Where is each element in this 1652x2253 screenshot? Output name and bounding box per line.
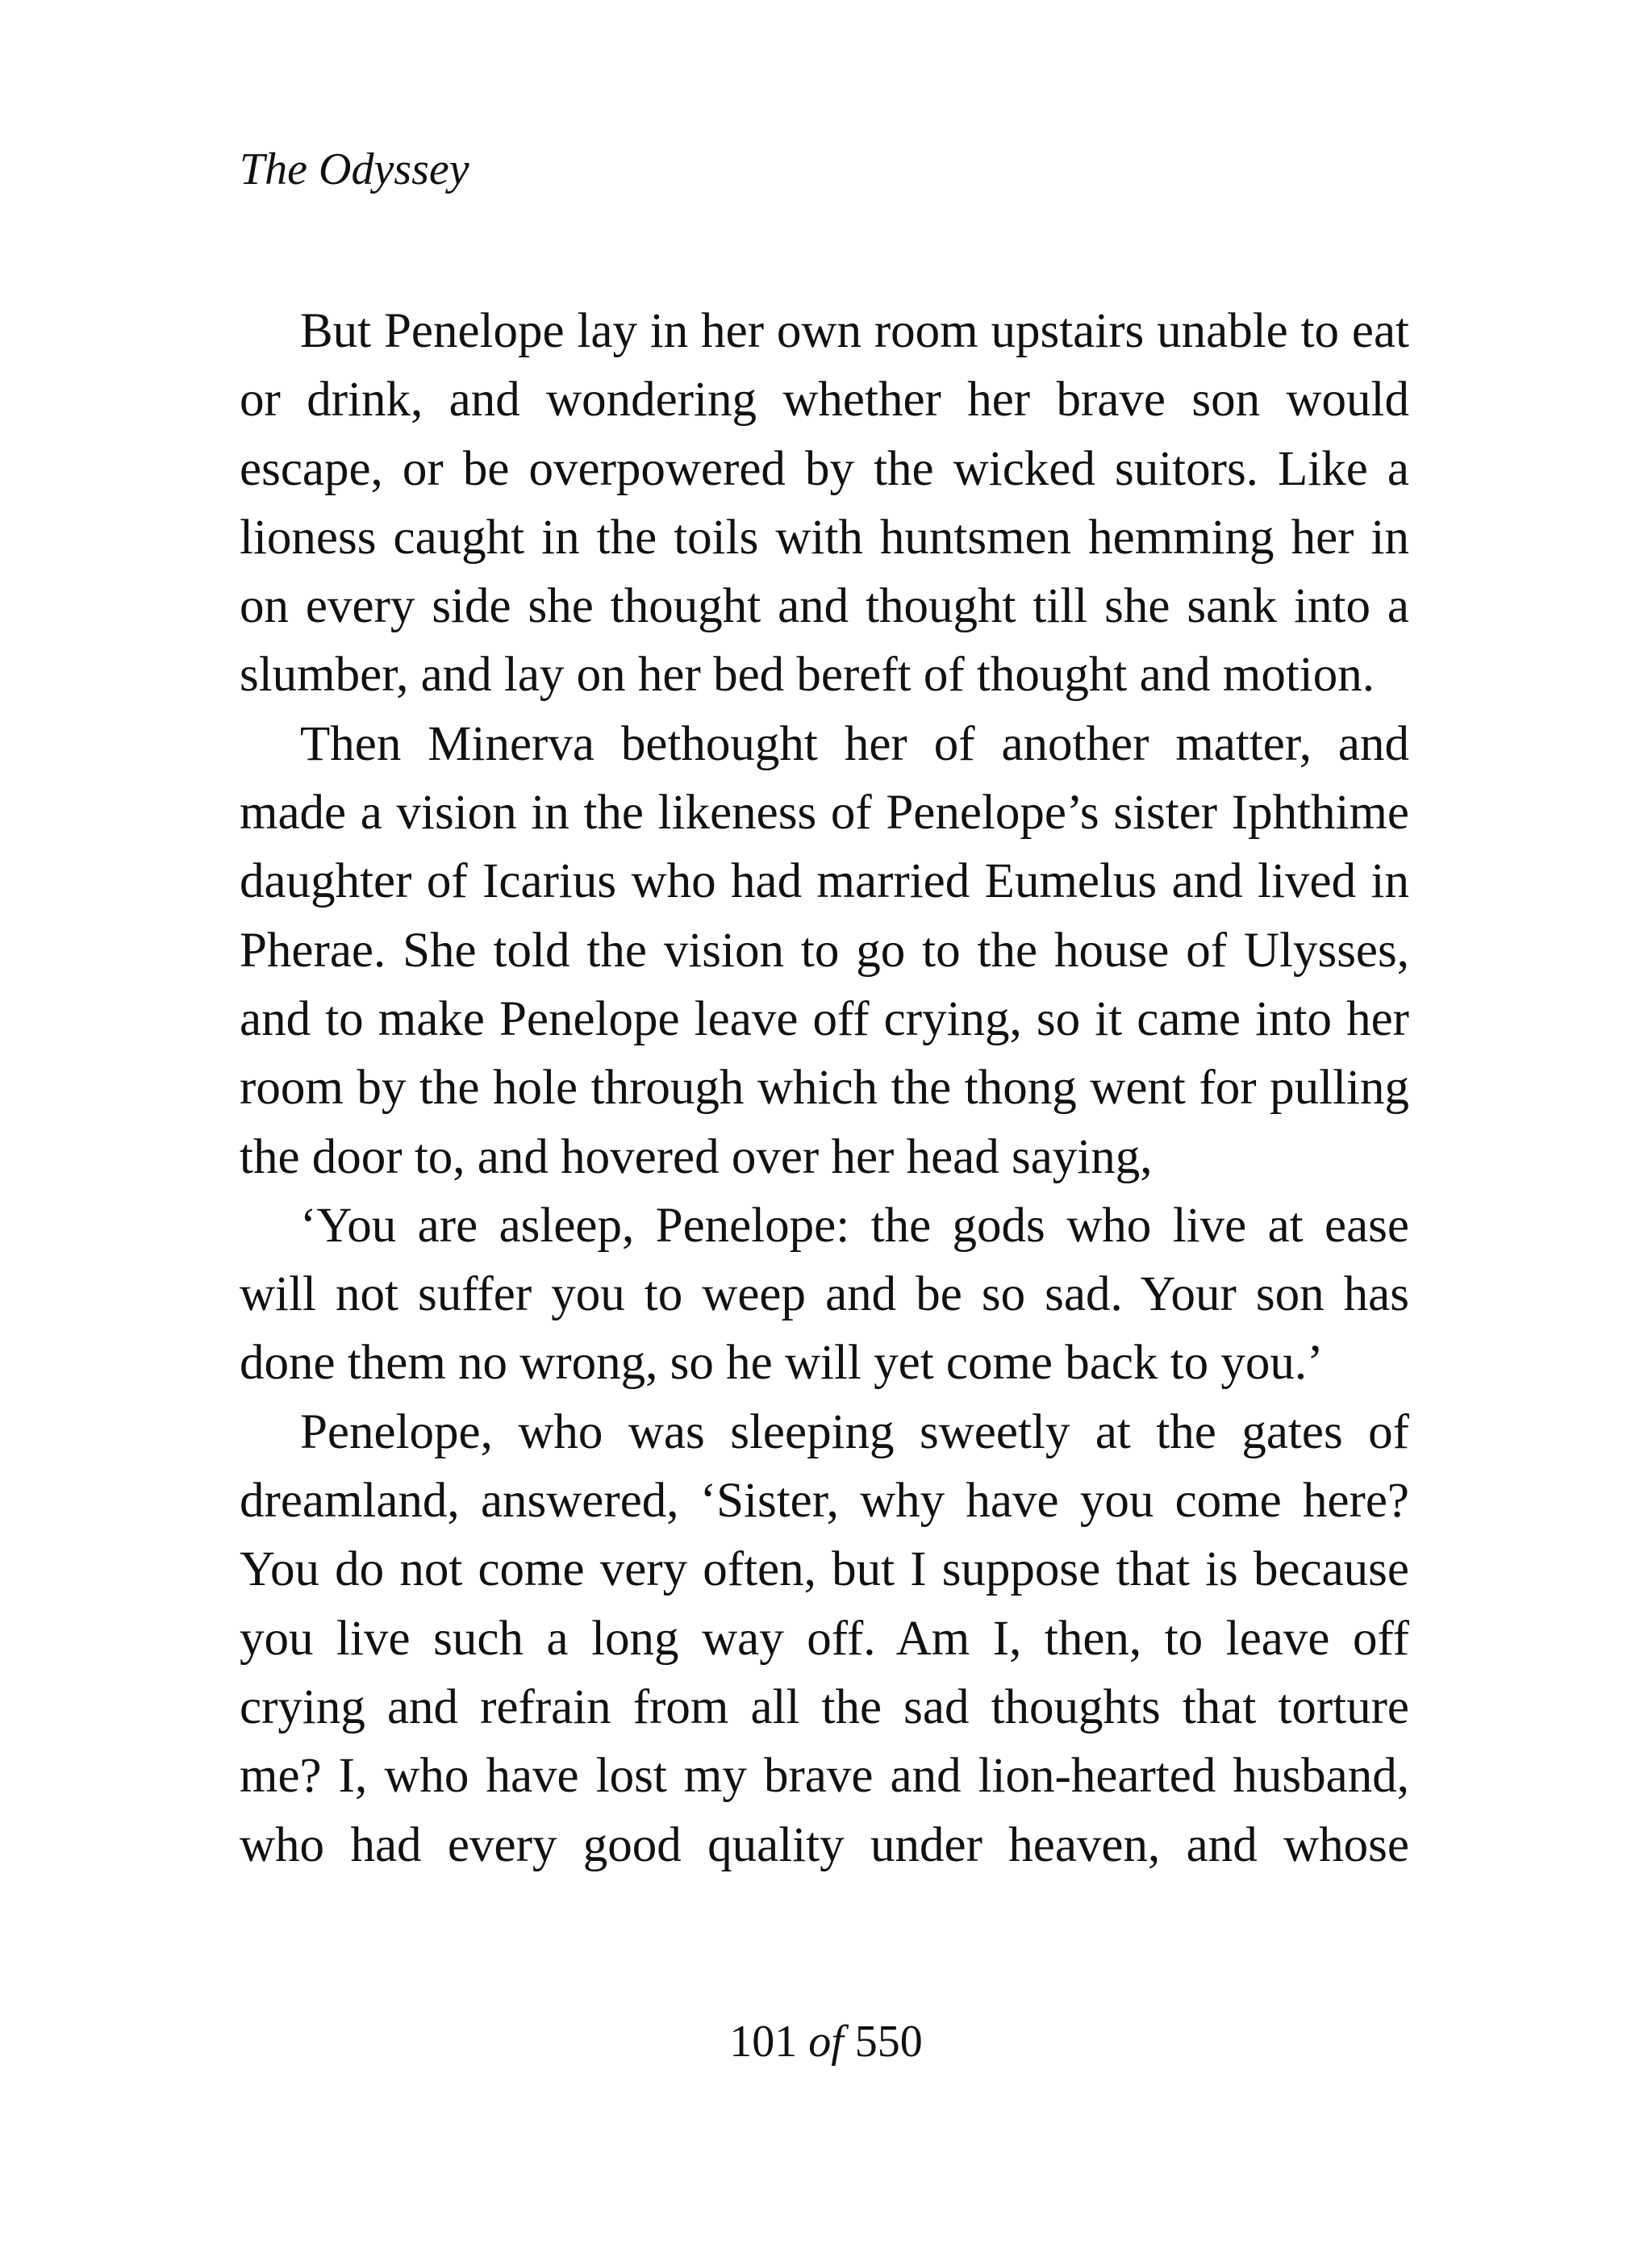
current-page: 101 xyxy=(729,2017,798,2067)
paragraph: ‘You are asleep, Penelope: the gods who live at ease will not suffer you to weep and be so sad. Your son has done them no wrong, so he will yet come back to you.’ xyxy=(240,1198,1409,1391)
paragraph: Penelope, who was sleeping sweetly at the gates of dreamland, answered, ‘Sister, why have you come here? You do not come very often, but I suppose that is because you live such a long way off. Am I, then, to leave off crying and refrain from all the sad thoughts that torture me? I, who have lost my brave and lion-hearted husband, who had every good quality under heaven, and whose xyxy=(240,1404,1409,1872)
paragraph: Then Minerva bethought her of another matter, and made a vision in the likeness of Penelope’s sister Iphthime daughter of Icarius who had married Eumelus and lived in Pherae. She told the vision to go to the house of Ulysses, and to make Penelope leave off crying, so it came into her room by the hole through which the thong went for pulling the door to, and hovered over her head saying, xyxy=(240,716,1409,1184)
of-label: of xyxy=(808,2017,844,2067)
body-text xyxy=(240,297,1409,1880)
paragraph: But Penelope lay in her own room upstairs unable to eat or drink, and wondering whether her brave son would escape, or be overpowered by the wicked suitors. Like a lioness caught in the toils with huntsmen hemming her in on every side she thought and thought till she sank into a slumber, and lay on her bed bereft of thought and motion. xyxy=(240,304,1409,703)
total-pages: 550 xyxy=(854,2017,923,2067)
running-head-title: The Odyssey xyxy=(240,144,469,194)
page-number xyxy=(0,2017,1652,2067)
